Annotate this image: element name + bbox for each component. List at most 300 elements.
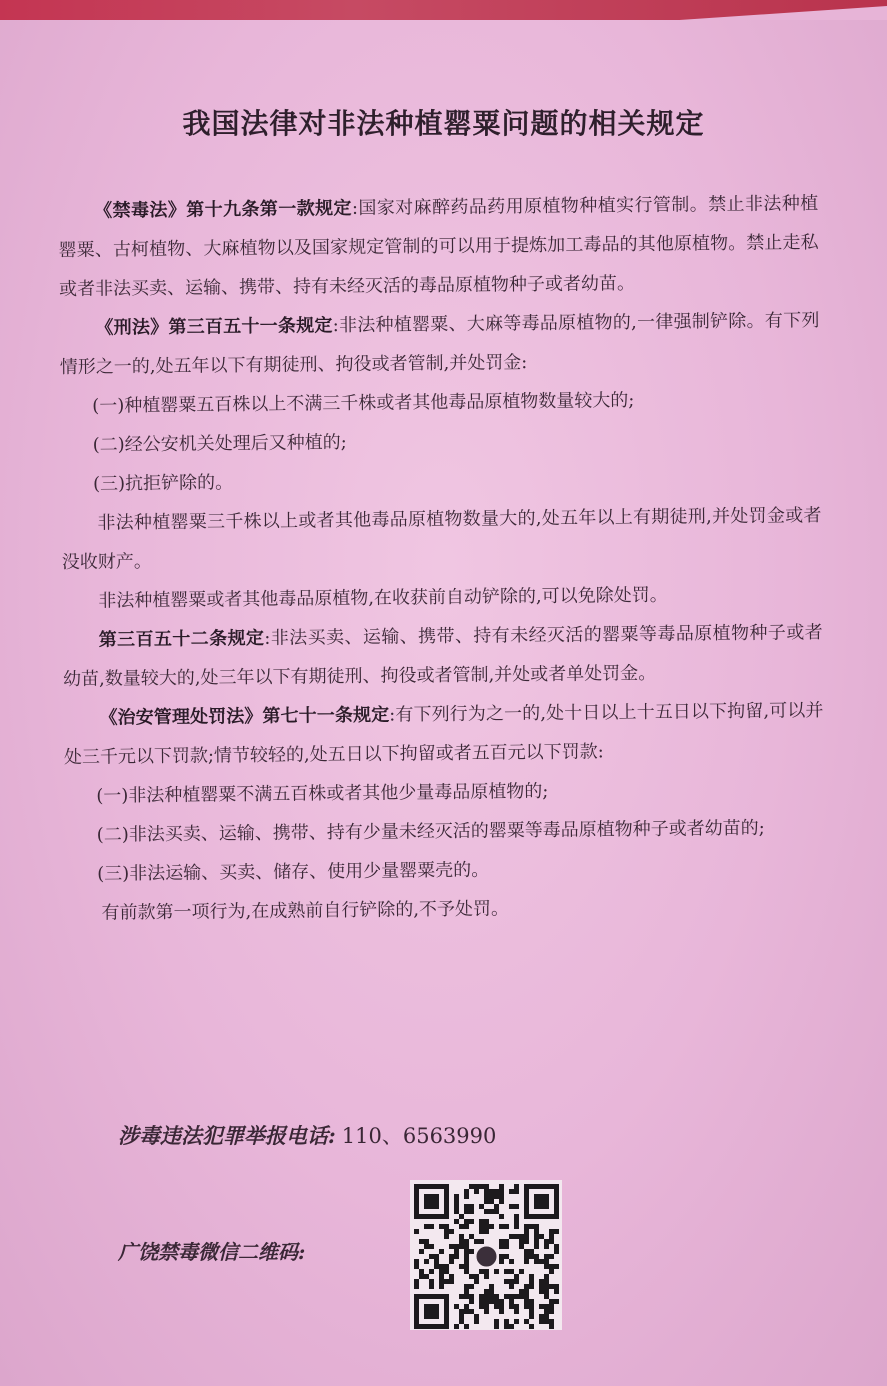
qr-module bbox=[459, 1239, 464, 1244]
qr-module bbox=[454, 1249, 459, 1254]
qr-module bbox=[524, 1229, 529, 1234]
qr-module bbox=[414, 1229, 419, 1234]
qr-module bbox=[524, 1239, 529, 1244]
qr-module bbox=[429, 1244, 434, 1249]
qr-module bbox=[449, 1244, 454, 1249]
qr-module bbox=[469, 1284, 474, 1289]
criminal-law-352-heading: 第三百五十二条规定 bbox=[98, 627, 265, 651]
qr-module bbox=[514, 1309, 519, 1314]
qr-module bbox=[419, 1239, 424, 1244]
qr-module bbox=[484, 1309, 489, 1314]
criminal-law-351-heading: 《刑法》第三百五十一条规定 bbox=[95, 315, 333, 339]
criminal-law-352-text: :非法买卖、运输、携带、持有未经灭活的罂粟等毒品原植物种子或者幼苗,数量较大的,处三年以下有期徒刑、拘役或者管制,并处或者单处罚金。 bbox=[62, 622, 823, 690]
qr-module bbox=[464, 1324, 469, 1329]
criminal-law-351-item-3: (三)抗拒铲除的。 bbox=[92, 472, 234, 495]
qr-module bbox=[464, 1244, 469, 1249]
qr-module bbox=[429, 1284, 434, 1289]
qr-module bbox=[464, 1269, 469, 1274]
qr-module bbox=[484, 1209, 489, 1214]
qr-module bbox=[484, 1304, 489, 1309]
qr-module bbox=[499, 1309, 504, 1314]
qr-module bbox=[494, 1204, 499, 1209]
qr-module bbox=[469, 1274, 474, 1279]
qr-module bbox=[529, 1224, 534, 1229]
qr-module bbox=[479, 1184, 484, 1189]
qr-module bbox=[544, 1254, 549, 1259]
qr-module bbox=[554, 1299, 559, 1304]
qr-module bbox=[504, 1269, 509, 1274]
public-security-law-text: :有下列行为之一的,处十日以上十五日以下拘留,可以并处三千元以下罚款;情节较轻的,处五日以下拘留或者五百元以下罚款: bbox=[63, 700, 824, 768]
qr-module bbox=[539, 1279, 544, 1284]
qr-module bbox=[544, 1279, 549, 1284]
qr-module bbox=[544, 1319, 549, 1324]
qr-module bbox=[514, 1279, 519, 1284]
qr-module bbox=[499, 1194, 504, 1199]
qr-module bbox=[484, 1229, 489, 1234]
qr-module bbox=[454, 1199, 459, 1204]
qr-module bbox=[439, 1279, 444, 1284]
qr-module bbox=[454, 1219, 459, 1224]
public-security-law-heading: 《治安管理处罚法》第七十一条规定 bbox=[99, 704, 390, 729]
qr-module bbox=[489, 1199, 494, 1204]
criminal-law-351-para2: 非法种植罂粟三千株以上或者其他毒品原植物数量大的,处五年以上有期徒刑,并处罚金或者没收财产。 bbox=[61, 505, 822, 573]
qr-module bbox=[499, 1244, 504, 1249]
qr-module bbox=[549, 1284, 554, 1289]
qr-module bbox=[474, 1189, 479, 1194]
qr-module bbox=[554, 1244, 559, 1249]
qr-code-icon bbox=[410, 1180, 562, 1330]
qr-module bbox=[504, 1279, 509, 1284]
qr-module bbox=[489, 1284, 494, 1289]
criminal-law-351-item-1: (一)种植罂粟五百株以上不满三千株或者其他毒品原植物数量较大的; bbox=[92, 389, 635, 417]
qr-module bbox=[459, 1309, 464, 1314]
qr-module bbox=[459, 1224, 464, 1229]
qr-module bbox=[444, 1234, 449, 1239]
qr-module bbox=[499, 1189, 504, 1194]
qr-module bbox=[474, 1274, 479, 1279]
qr-module bbox=[529, 1279, 534, 1284]
qr-module bbox=[494, 1324, 499, 1329]
qr-module bbox=[554, 1264, 559, 1269]
qr-module bbox=[509, 1269, 514, 1274]
document-body bbox=[58, 184, 826, 933]
qr-module bbox=[539, 1289, 544, 1294]
qr-module bbox=[469, 1184, 474, 1189]
qr-module bbox=[519, 1239, 524, 1244]
qr-module bbox=[414, 1284, 419, 1289]
qr-module bbox=[444, 1269, 449, 1274]
qr-module bbox=[539, 1304, 544, 1309]
qr-module bbox=[494, 1189, 499, 1194]
criminal-law-351-paragraph bbox=[59, 301, 820, 387]
qr-module bbox=[459, 1319, 464, 1324]
qr-module bbox=[509, 1189, 514, 1194]
qr-module bbox=[539, 1284, 544, 1289]
qr-module bbox=[544, 1274, 549, 1279]
qr-module bbox=[479, 1229, 484, 1234]
qr-module bbox=[484, 1184, 489, 1189]
qr-module bbox=[549, 1299, 554, 1304]
qr-module bbox=[464, 1239, 469, 1244]
qr-module bbox=[489, 1289, 494, 1294]
qr-module bbox=[524, 1234, 529, 1239]
qr-module bbox=[499, 1199, 504, 1204]
qr-module bbox=[424, 1239, 429, 1244]
qr-module bbox=[449, 1274, 454, 1279]
qr-module bbox=[474, 1319, 479, 1324]
qr-module bbox=[529, 1249, 534, 1254]
qr-module bbox=[444, 1279, 449, 1284]
qr-module bbox=[479, 1299, 484, 1304]
qr-finder-center bbox=[534, 1194, 549, 1209]
qr-module bbox=[524, 1224, 529, 1229]
qr-module bbox=[469, 1309, 474, 1314]
qr-module bbox=[484, 1224, 489, 1229]
qr-module bbox=[534, 1229, 539, 1234]
qr-module bbox=[454, 1304, 459, 1309]
page-title: 我国法律对非法种植罂粟问题的相关规定 bbox=[182, 107, 705, 140]
qr-module bbox=[529, 1324, 534, 1329]
qr-module bbox=[509, 1259, 514, 1264]
qr-module bbox=[549, 1264, 554, 1269]
qr-module bbox=[514, 1204, 519, 1209]
qr-module bbox=[509, 1284, 514, 1289]
qr-module bbox=[464, 1289, 469, 1294]
qr-module bbox=[489, 1194, 494, 1199]
qr-module bbox=[504, 1294, 509, 1299]
qr-module bbox=[499, 1239, 504, 1244]
qr-module bbox=[494, 1194, 499, 1199]
report-hotline bbox=[118, 1120, 496, 1150]
qr-module bbox=[549, 1239, 554, 1244]
qr-module bbox=[524, 1249, 529, 1254]
qr-module bbox=[469, 1204, 474, 1209]
qr-module bbox=[514, 1234, 519, 1239]
qr-module bbox=[429, 1269, 434, 1274]
qr-module bbox=[424, 1224, 429, 1229]
qr-module bbox=[499, 1259, 504, 1264]
qr-module bbox=[509, 1304, 514, 1309]
qr-module bbox=[554, 1289, 559, 1294]
qr-module bbox=[509, 1294, 514, 1299]
qr-module bbox=[504, 1319, 509, 1324]
qr-module bbox=[534, 1254, 539, 1259]
qr-module bbox=[549, 1269, 554, 1274]
qr-module bbox=[484, 1194, 489, 1199]
qr-module bbox=[504, 1239, 509, 1244]
qr-module bbox=[474, 1279, 479, 1284]
qr-module bbox=[524, 1284, 529, 1289]
qr-module bbox=[439, 1284, 444, 1289]
qr-module bbox=[479, 1204, 484, 1209]
qr-module bbox=[424, 1244, 429, 1249]
qr-module bbox=[509, 1234, 514, 1239]
qr-module bbox=[484, 1299, 489, 1304]
qr-module bbox=[529, 1284, 534, 1289]
qr-module bbox=[544, 1259, 549, 1264]
qr-module bbox=[524, 1259, 529, 1264]
qr-module bbox=[479, 1239, 484, 1244]
qr-module bbox=[454, 1324, 459, 1329]
qr-module bbox=[454, 1244, 459, 1249]
qr-module bbox=[499, 1184, 504, 1189]
drug-law-heading: 《禁毒法》第十九条第一款规定 bbox=[94, 197, 353, 222]
public-security-law-item-1: (一)非法种植罂粟不满五百株或者其他少量毒品原植物的; bbox=[96, 780, 549, 807]
qr-module bbox=[549, 1254, 554, 1259]
qr-module bbox=[464, 1254, 469, 1259]
qr-module bbox=[534, 1234, 539, 1239]
qr-module bbox=[449, 1259, 454, 1264]
qr-module bbox=[449, 1254, 454, 1259]
qr-module bbox=[519, 1294, 524, 1299]
qr-module bbox=[449, 1279, 454, 1284]
qr-module bbox=[429, 1224, 434, 1229]
qr-module bbox=[469, 1294, 474, 1299]
qr-module bbox=[499, 1299, 504, 1304]
wechat-qr-label: 广饶禁毒微信二维码: bbox=[118, 1240, 306, 1264]
qr-module bbox=[494, 1209, 499, 1214]
qr-module bbox=[499, 1254, 504, 1259]
qr-module bbox=[534, 1224, 539, 1229]
qr-module bbox=[464, 1189, 469, 1194]
qr-module bbox=[524, 1304, 529, 1309]
qr-module bbox=[539, 1319, 544, 1324]
qr-module bbox=[439, 1249, 444, 1254]
qr-module bbox=[519, 1244, 524, 1249]
qr-module bbox=[544, 1244, 549, 1249]
qr-module bbox=[489, 1189, 494, 1194]
qr-module bbox=[414, 1259, 419, 1264]
qr-module bbox=[479, 1269, 484, 1274]
qr-module bbox=[514, 1184, 519, 1189]
qr-module bbox=[529, 1299, 534, 1304]
public-security-law-note: 有前款第一项行为,在成熟前自行铲除的,不予处罚。 bbox=[101, 898, 510, 924]
qr-module bbox=[464, 1304, 469, 1309]
qr-module bbox=[534, 1244, 539, 1249]
qr-module bbox=[549, 1304, 554, 1309]
qr-module bbox=[539, 1234, 544, 1239]
qr-module bbox=[509, 1204, 514, 1209]
qr-module bbox=[549, 1309, 554, 1314]
qr-module bbox=[549, 1229, 554, 1234]
qr-module bbox=[459, 1314, 464, 1319]
qr-module bbox=[554, 1229, 559, 1234]
qr-module bbox=[464, 1219, 469, 1224]
qr-module bbox=[544, 1309, 549, 1314]
qr-module bbox=[529, 1274, 534, 1279]
qr-module bbox=[484, 1274, 489, 1279]
qr-module bbox=[544, 1264, 549, 1269]
qr-module bbox=[429, 1254, 434, 1259]
drug-law-paragraph bbox=[58, 184, 819, 309]
qr-module bbox=[434, 1259, 439, 1264]
qr-module bbox=[484, 1294, 489, 1299]
qr-module bbox=[539, 1259, 544, 1264]
qr-module bbox=[489, 1209, 494, 1214]
criminal-law-351-text: :非法种植罂粟、大麻等毒品原植物的,一律强制铲除。有下列情形之一的,处五年以下有期徒刑、拘役或者管制,并处罚金: bbox=[59, 310, 820, 378]
qr-module bbox=[439, 1224, 444, 1229]
qr-module bbox=[514, 1304, 519, 1309]
qr-module bbox=[494, 1269, 499, 1274]
qr-module bbox=[514, 1319, 519, 1324]
qr-module bbox=[444, 1224, 449, 1229]
drug-law-text: :国家对麻醉药品药用原植物种植实行管制。禁止非法种植罂粟、古柯植物、大麻植物以及国家规定管制的可以用于提炼加工毒品的其他原植物。禁止走私或者非法买卖、运输、携带、持有未经灭活的毒品原植物种子或者幼苗。 bbox=[58, 193, 819, 300]
qr-module bbox=[464, 1284, 469, 1289]
qr-module bbox=[544, 1314, 549, 1319]
qr-module bbox=[514, 1224, 519, 1229]
criminal-law-352-paragraph bbox=[62, 613, 823, 699]
qr-module bbox=[549, 1319, 554, 1324]
qr-module bbox=[484, 1289, 489, 1294]
qr-module bbox=[554, 1249, 559, 1254]
qr-module bbox=[469, 1209, 474, 1214]
qr-module bbox=[479, 1219, 484, 1224]
qr-module bbox=[469, 1299, 474, 1304]
qr-module bbox=[534, 1259, 539, 1264]
qr-module bbox=[484, 1189, 489, 1194]
qr-module bbox=[494, 1304, 499, 1309]
qr-module bbox=[469, 1234, 474, 1239]
qr-module bbox=[544, 1294, 549, 1299]
qr-module bbox=[419, 1274, 424, 1279]
qr-module bbox=[424, 1274, 429, 1279]
qr-module bbox=[509, 1279, 514, 1284]
qr-module bbox=[449, 1229, 454, 1234]
qr-module bbox=[464, 1259, 469, 1264]
qr-module bbox=[464, 1264, 469, 1269]
qr-module bbox=[464, 1194, 469, 1199]
qr-module bbox=[454, 1209, 459, 1214]
qr-module bbox=[514, 1219, 519, 1224]
wechat-qr-code[interactable] bbox=[410, 1180, 562, 1330]
qr-module bbox=[524, 1254, 529, 1259]
qr-module bbox=[499, 1214, 504, 1219]
qr-module bbox=[514, 1214, 519, 1219]
qr-module bbox=[554, 1284, 559, 1289]
qr-module bbox=[454, 1194, 459, 1199]
qr-module bbox=[544, 1284, 549, 1289]
report-hotline-number: 110、6563990 bbox=[341, 1124, 497, 1148]
qr-module bbox=[524, 1299, 529, 1304]
qr-module bbox=[429, 1279, 434, 1284]
qr-module bbox=[464, 1209, 469, 1214]
qr-module bbox=[484, 1219, 489, 1224]
qr-module bbox=[549, 1234, 554, 1239]
qr-module bbox=[514, 1274, 519, 1279]
qr-module bbox=[479, 1294, 484, 1299]
qr-module bbox=[464, 1249, 469, 1254]
qr-module bbox=[529, 1304, 534, 1309]
qr-module bbox=[474, 1239, 479, 1244]
qr-module bbox=[434, 1264, 439, 1269]
qr-module bbox=[419, 1249, 424, 1254]
qr-module bbox=[504, 1324, 509, 1329]
qr-finder-center bbox=[424, 1304, 439, 1319]
qr-module bbox=[459, 1244, 464, 1249]
qr-module bbox=[464, 1309, 469, 1314]
qr-module bbox=[529, 1254, 534, 1259]
qr-module bbox=[519, 1269, 524, 1274]
public-security-law-item-3: (三)非法运输、买卖、储存、使用少量罂粟壳的。 bbox=[97, 859, 490, 885]
qr-module bbox=[544, 1239, 549, 1244]
qr-module bbox=[479, 1224, 484, 1229]
qr-module bbox=[519, 1234, 524, 1239]
qr-module bbox=[469, 1249, 474, 1254]
qr-module bbox=[529, 1309, 534, 1314]
qr-module bbox=[524, 1294, 529, 1299]
qr-module bbox=[474, 1184, 479, 1189]
qr-module bbox=[504, 1254, 509, 1259]
qr-module bbox=[499, 1304, 504, 1309]
public-security-law-item-2: (二)非法买卖、运输、携带、持有少量未经灭活的罂粟等毒品原植物种子或者幼苗的; bbox=[96, 817, 765, 846]
qr-module bbox=[544, 1304, 549, 1309]
qr-module bbox=[424, 1259, 429, 1264]
qr-module bbox=[504, 1224, 509, 1229]
qr-module bbox=[474, 1314, 479, 1319]
qr-module bbox=[434, 1254, 439, 1259]
qr-module bbox=[459, 1234, 464, 1239]
qr-module bbox=[529, 1314, 534, 1319]
qr-module bbox=[489, 1299, 494, 1304]
qr-module bbox=[544, 1289, 549, 1294]
qr-module bbox=[464, 1294, 469, 1299]
qr-module bbox=[539, 1314, 544, 1319]
qr-module bbox=[454, 1254, 459, 1259]
qr-module bbox=[464, 1204, 469, 1209]
qr-module bbox=[509, 1324, 514, 1329]
qr-module bbox=[459, 1294, 464, 1299]
qr-finder-center bbox=[424, 1194, 439, 1209]
qr-module bbox=[469, 1219, 474, 1224]
qr-module bbox=[439, 1269, 444, 1274]
qr-module bbox=[439, 1274, 444, 1279]
qr-module bbox=[524, 1319, 529, 1324]
qr-module bbox=[499, 1224, 504, 1229]
qr-module bbox=[494, 1294, 499, 1299]
public-security-law-paragraph bbox=[63, 691, 824, 777]
qr-module bbox=[414, 1264, 419, 1269]
qr-module bbox=[489, 1224, 494, 1229]
qr-module bbox=[454, 1204, 459, 1209]
qr-module bbox=[514, 1189, 519, 1194]
qr-module bbox=[464, 1224, 469, 1229]
qr-module bbox=[519, 1289, 524, 1294]
qr-module bbox=[509, 1299, 514, 1304]
criminal-law-351-para3: 非法种植罂粟或者其他毒品原植物,在收获前自动铲除的,可以免除处罚。 bbox=[98, 584, 668, 612]
qr-module bbox=[489, 1294, 494, 1299]
qr-module bbox=[549, 1324, 554, 1329]
qr-module bbox=[439, 1264, 444, 1269]
qr-module bbox=[534, 1239, 539, 1244]
qr-module bbox=[524, 1289, 529, 1294]
qr-module bbox=[414, 1279, 419, 1284]
qr-module bbox=[419, 1269, 424, 1274]
qr-module bbox=[514, 1294, 519, 1299]
qr-module bbox=[484, 1269, 489, 1274]
qr-module bbox=[504, 1244, 509, 1249]
qr-module bbox=[484, 1199, 489, 1204]
qr-center-emblem-icon bbox=[476, 1246, 498, 1268]
qr-module bbox=[459, 1214, 464, 1219]
qr-module bbox=[459, 1264, 464, 1269]
qr-module bbox=[494, 1299, 499, 1304]
report-hotline-label: 涉毒违法犯罪举报电话: bbox=[118, 1123, 336, 1148]
qr-module bbox=[494, 1319, 499, 1324]
qr-module bbox=[444, 1264, 449, 1269]
qr-module bbox=[479, 1304, 484, 1309]
qr-module bbox=[444, 1229, 449, 1234]
criminal-law-351-item-2: (二)经公安机关处理后又种植的; bbox=[92, 431, 347, 456]
